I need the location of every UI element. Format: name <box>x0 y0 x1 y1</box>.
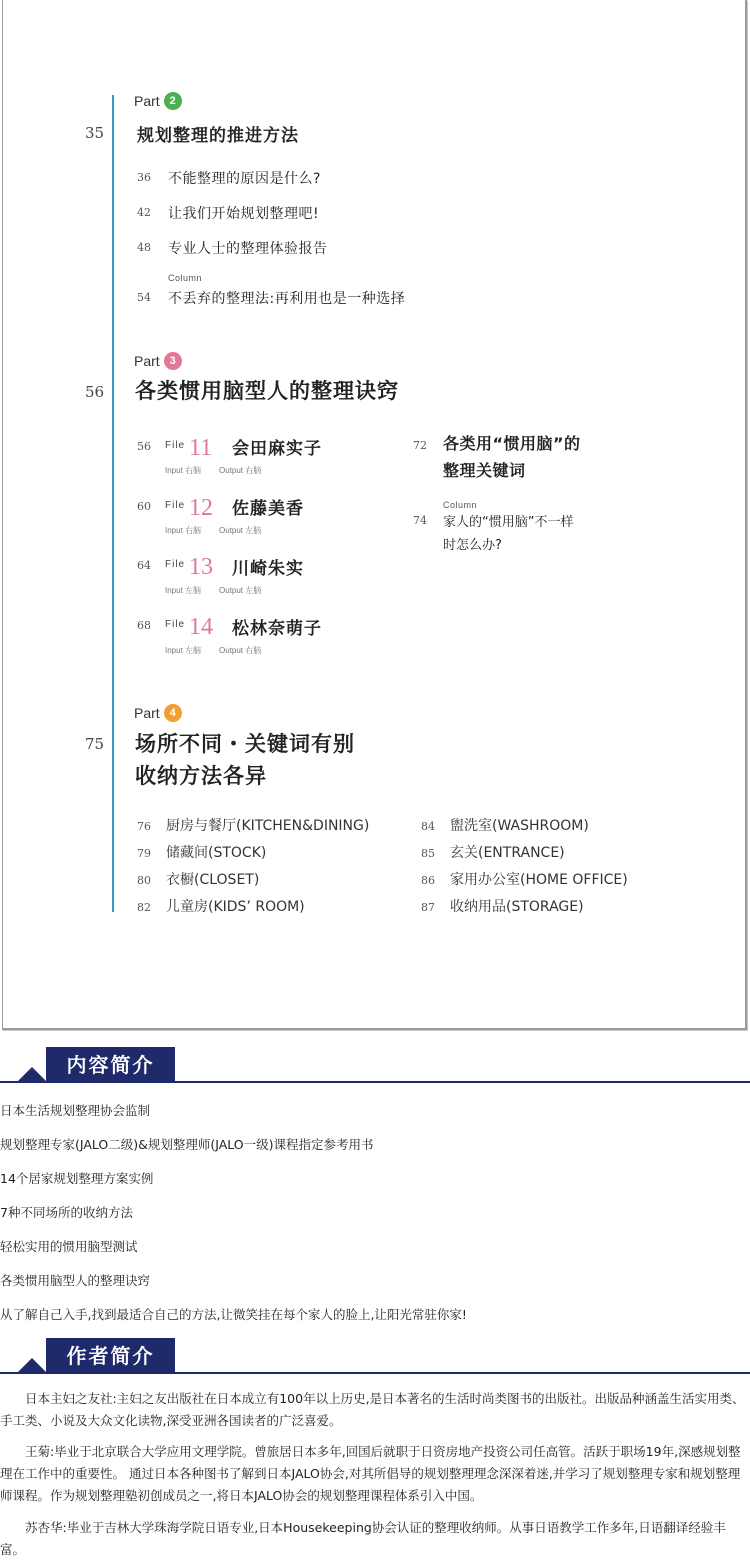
author-paragraph: 苏杏华:毕业于吉林大学珠海学院日语专业,日本Housekeeping协会认证的整理收纳师。从事日语教学工作多年,日语翻译经验丰富。 <box>0 1520 726 1557</box>
room-entry: 80 衣橱(CLOSET) <box>137 872 260 888</box>
author-paragraph: 王菊:毕业于北京联合大学应用文理学院。曾旅居日本多年,回国后就职于日资房地产投资公司任高管。活跃于职场19年,深感规划整理在工作中的重要性。 通过日本各种图书了解到日本JALO协会,对其所倡导的规划整理理念深深着迷,并学习了规划整理专家和规划整理师课程。作为规划整理塾初创成员之一,将日本JALO协会的规划整理课程体系引入中国。 <box>0 1444 741 1503</box>
intro-line: 各类惯用脑型人的整理诀窍 <box>0 1273 151 1288</box>
brain-type-line: Input 左脑 Output 右脑 <box>165 646 262 655</box>
file-number: 11 <box>189 435 213 461</box>
part-4-title: 场所不同・关键词有别 收纳方法各异 <box>135 732 355 788</box>
toc-entry-title: 专业人士的整理体验报告 <box>168 241 328 257</box>
author-paragraph: 日本主妇之友社:主妇之友出版社在日本成立有100年以上历史,是日本著名的生活时尚类图书的出版社。出版品种涵盖生活实用类、手工类、小说及大众文化读物,深受亚洲各国读者的广泛喜爱。 <box>0 1391 745 1428</box>
file-page: 68 <box>137 619 151 632</box>
intro-line: 从了解自己入手,找到最适合自己的方法,让微笑挂在每个家人的脸上,让阳光常驻你家! <box>0 1307 467 1322</box>
column-tag: Column <box>168 273 203 283</box>
intro-line: 14个居家规划整理方案实例 <box>0 1171 154 1186</box>
part-3-page: 56 <box>85 383 105 401</box>
room-entry: 86 家用办公室(HOME OFFICE) <box>421 872 628 888</box>
brain-type-line: Input 右脑 Output 右脑 <box>165 466 262 475</box>
toc-entry-title: 不能整理的原因是什么? <box>168 171 321 187</box>
file-number: 14 <box>189 614 213 640</box>
triangle-icon <box>18 1067 46 1081</box>
room-entry: 76 厨房与餐厅(KITCHEN&DINING) <box>137 818 370 834</box>
room-entry: 79 储藏间(STOCK) <box>137 845 267 861</box>
part-2-title: 规划整理的推进方法 <box>137 126 299 146</box>
file-label: File <box>165 500 186 511</box>
toc-vertical-rule <box>112 95 114 912</box>
file-label: File <box>165 440 186 451</box>
brain-type-line: Input 左脑 Output 左脑 <box>165 586 262 595</box>
toc-entry-page: 74 <box>413 514 427 527</box>
file-person-name: 松林奈萌子 <box>232 619 322 639</box>
file-number: 12 <box>189 495 213 521</box>
toc-entry-title: 不丢弃的整理法:再利用也是一种选择 <box>168 291 406 307</box>
triangle-icon <box>18 1358 46 1372</box>
part-3-label: Part 3 <box>134 352 182 370</box>
intro-line: 规划整理专家(JALO二级)&规划整理师(JALO一级)课程指定参考用书 <box>0 1137 374 1152</box>
part-4-badge: 4 <box>164 704 182 722</box>
file-person-name: 佐藤美香 <box>232 499 304 519</box>
toc-entry-title: 让我们开始规划整理吧! <box>168 206 320 222</box>
part-2-badge: 2 <box>164 92 182 110</box>
column-tag: Column <box>443 500 478 510</box>
toc-entry-title: 各类用“惯用脑”的 整理关键词 <box>443 434 581 480</box>
author-heading: 作者简介 <box>46 1338 175 1374</box>
part-2-label: Part 2 <box>134 92 182 110</box>
file-label: File <box>165 619 186 630</box>
part-3-title: 各类惯用脑型人的整理诀窍 <box>135 379 399 403</box>
room-entry: 82 儿童房(KIDS’ ROOM) <box>137 899 305 915</box>
file-person-name: 会田麻实子 <box>232 439 322 459</box>
toc-entry-page: 36 <box>137 171 151 184</box>
part-4-page: 75 <box>85 735 105 753</box>
part-4-label: Part 4 <box>134 704 182 722</box>
room-entry: 87 收纳用品(STORAGE) <box>421 899 584 915</box>
intro-line: 7种不同场所的收纳方法 <box>0 1205 133 1220</box>
part-2-page: 35 <box>85 124 105 142</box>
part-3-badge: 3 <box>164 352 182 370</box>
file-page: 64 <box>137 559 151 572</box>
brain-type-line: Input 右脑 Output 左脑 <box>165 526 262 535</box>
intro-heading: 内容简介 <box>46 1047 175 1083</box>
toc-page <box>2 0 747 1030</box>
intro-line: 轻松实用的惯用脑型测试 <box>0 1239 138 1254</box>
toc-entry-page: 42 <box>137 206 151 219</box>
author-section-header <box>0 1338 750 1378</box>
intro-line: 日本生活规划整理协会监制 <box>0 1103 151 1118</box>
toc-entry-page: 54 <box>137 291 151 304</box>
room-entry: 84 盥洗室(WASHROOM) <box>421 818 589 834</box>
file-page: 60 <box>137 500 151 513</box>
intro-section-header <box>0 1047 750 1087</box>
file-label: File <box>165 559 186 570</box>
file-number: 13 <box>189 554 213 580</box>
file-person-name: 川崎朱实 <box>232 559 304 579</box>
toc-entry-page: 48 <box>137 241 151 254</box>
room-entry: 85 玄关(ENTRANCE) <box>421 845 565 861</box>
toc-entry-title: 家人的“惯用脑”不一样 时怎么办? <box>443 515 574 553</box>
toc-entry-page: 72 <box>413 439 427 452</box>
file-page: 56 <box>137 440 151 453</box>
